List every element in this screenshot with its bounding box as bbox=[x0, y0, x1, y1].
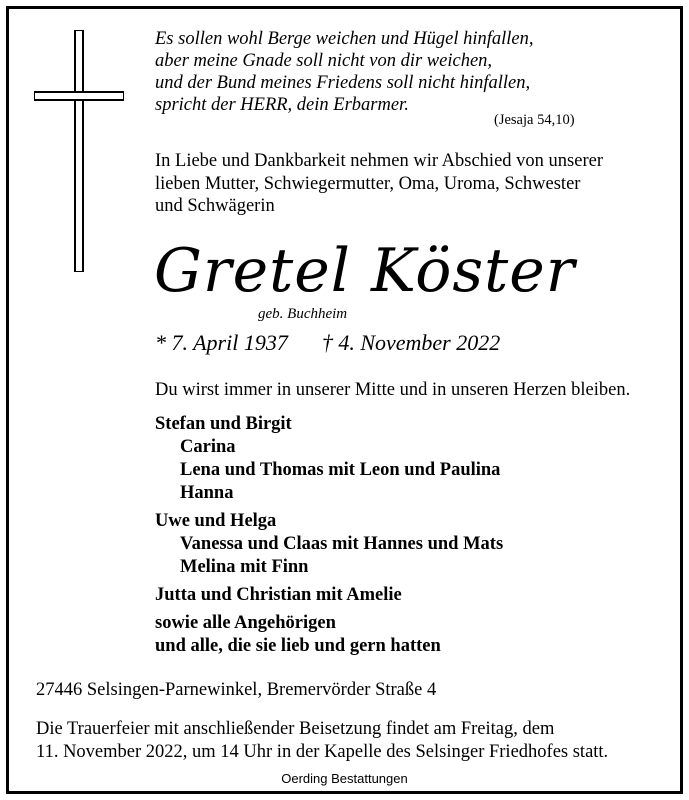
family-group: Stefan und Birgit bbox=[155, 414, 292, 434]
family-member: Vanessa und Claas mit Hannes und Mats bbox=[180, 534, 504, 554]
verse-line: aber meine Gnade soll nicht von dir weichen, bbox=[155, 51, 493, 71]
notice-line: 11. November 2022, um 14 Uhr in der Kapelle des Selsinger Friedhofes statt. bbox=[36, 742, 609, 762]
intro-line: In Liebe und Dankbarkeit nehmen wir Abschied von unserer bbox=[155, 151, 603, 171]
family-group: Uwe und Helga bbox=[155, 511, 277, 531]
verse-line: spricht der HERR, dein Erbarmer. bbox=[155, 95, 409, 115]
family-group: Jutta und Christian mit Amelie bbox=[155, 585, 402, 605]
deceased-name: Gretel Köster bbox=[154, 236, 576, 306]
intro-text bbox=[155, 150, 603, 218]
cross-icon bbox=[34, 30, 124, 272]
life-dates bbox=[155, 330, 500, 356]
family-member: Lena und Thomas mit Leon und Paulina bbox=[180, 460, 501, 480]
closing-line: sowie alle Angehörigen bbox=[155, 613, 336, 633]
closing-line: und alle, die sie lieb und gern hatten bbox=[155, 636, 441, 656]
remembrance-line: Du wirst immer in unserer Mitte und in unseren Herzen bleiben. bbox=[155, 380, 631, 400]
mourners-list bbox=[155, 413, 503, 658]
verse-reference: (Jesaja 54,10) bbox=[494, 112, 575, 128]
notice-line: Die Trauerfeier mit anschließender Beisetzung findet am Freitag, dem bbox=[36, 719, 555, 739]
family-member: Hanna bbox=[180, 483, 234, 503]
intro-line: und Schwägerin bbox=[155, 196, 275, 216]
verse-line: und der Bund meines Friedens soll nicht hinfallen, bbox=[155, 73, 531, 93]
verse-line: Es sollen wohl Berge weichen und Hügel hinfallen, bbox=[155, 29, 534, 49]
birth-date: * 7. April 1937 bbox=[155, 330, 288, 355]
birth-name: geb. Buchheim bbox=[258, 306, 348, 322]
death-date: † 4. November 2022 bbox=[321, 330, 501, 355]
bible-verse bbox=[155, 28, 534, 116]
intro-line: lieben Mutter, Schwiegermutter, Oma, Uroma, Schwester bbox=[155, 173, 581, 194]
family-member: Melina mit Finn bbox=[180, 557, 309, 577]
undertaker-name: Oerding Bestattungen bbox=[281, 771, 408, 786]
family-member: Carina bbox=[180, 437, 236, 457]
service-notice bbox=[36, 718, 608, 764]
address: 27446 Selsingen-Parnewinkel, Bremervörder Straße 4 bbox=[36, 680, 437, 700]
